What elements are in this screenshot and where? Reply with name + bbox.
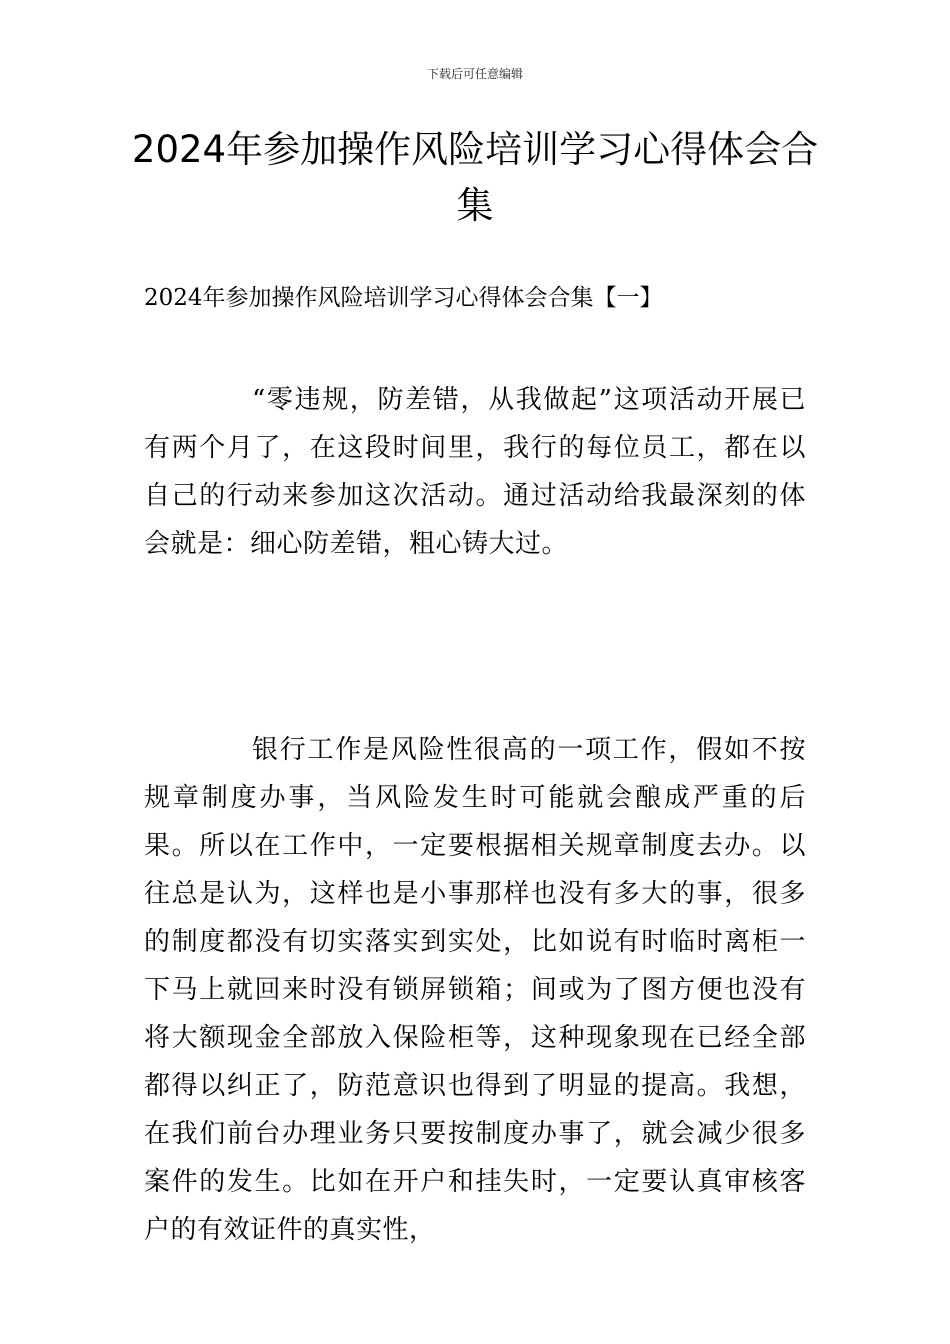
section-heading: 2024年参加操作风险培训学习心得体会合集【一】 — [144, 285, 663, 311]
document-title: 2024年参加操作风险培训学习心得体会合集 — [131, 128, 819, 227]
header-note: 下载后可任意编辑 — [426, 67, 523, 81]
paragraph-2: 银行工作是风险性很高的一项工作，假如不按规章制度办事，当风险发生时可能就会酿成严重的后果。所以在工作中，一定要根据相关规章制度去办。以往总是认为，这样也是小事那样也没有多大的事，很多的制度都没有切实落实到实处，比如说有时临时离柜一下马上就回来时没有锁屏锁箱；间或为了图方便也没有将大额现金全部放入保险柜等，这种现象现在已经全部都得以纠正了，防范意识也得到了明显的提高。我想，在我们前台办理业务只要按制度办事了，就会减少很多案件的发生。比如在开户和挂失时，一定要认真审核客户的有效证件的真实性， — [144, 735, 806, 1245]
paragraph-1: “零违规，防差错，从我做起”这项活动开展已有两个月了，在这段时间里，我行的每位员工，都在以自己的行动来参加这次活动。通过活动给我最深刻的体会就是：细心防差错，粗心铸大过。 — [144, 385, 806, 559]
